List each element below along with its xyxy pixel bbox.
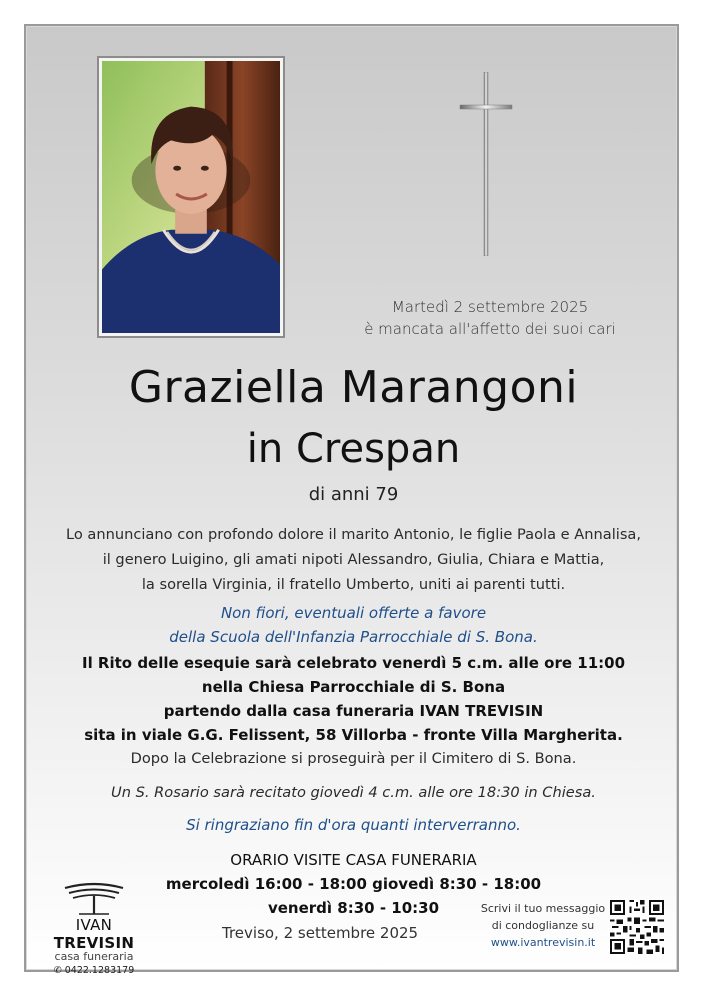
phone-number: 0422.1283179 [64, 965, 135, 976]
condolences-link[interactable]: www.ivantrevisin.it [490, 936, 596, 949]
deceased-name: Graziella Marangoni [128, 362, 579, 413]
announcement-line: la sorella Virginia, il fratello Umberto, uniti ai parenti tutti. [141, 576, 566, 593]
rite-line: sita in viale G.G. Felissent, 58 Villorba - fronte Villa Margherita. [84, 726, 623, 744]
date-died-subline: è mancata all'affetto dei suoi cari [364, 320, 616, 338]
condolences-notice [478, 900, 608, 951]
rite-line: partendo dalla casa funeraria IVAN TREVISIN [163, 702, 544, 720]
funeral-home-logo [34, 882, 154, 976]
flowers-line: Non fiori, eventuali offerte a favore [220, 604, 487, 622]
rite-line: Il Rito delle esequie sarà celebrato venerdì 5 c.m. alle ore 11:00 [81, 654, 626, 672]
condolences-line: Scrivi il tuo messaggio [480, 902, 606, 915]
logo-subtitle: casa funeraria [54, 950, 134, 963]
tree-logo-icon [59, 882, 129, 916]
thanks-notice: Si ringraziano fin d'ora quanti interverranno. [186, 816, 521, 834]
portrait-photo [97, 56, 285, 338]
after-ceremony: Dopo la Celebrazione si proseguirà per il Cimitero di S. Bona. [130, 750, 577, 767]
logo-phone [34, 965, 154, 976]
funeral-rite [24, 651, 683, 747]
announcement-line: il genero Luigino, gli amati nipoti Alessandro, Giulia, Chiara e Mattia, [102, 551, 605, 568]
cross-icon [458, 72, 514, 256]
flowers-notice [24, 601, 683, 649]
logo-brand-first: IVAN [75, 916, 113, 934]
visits-line: venerdì 8:30 - 10:30 [267, 899, 440, 917]
qr-code-icon[interactable] [610, 900, 664, 954]
logo-brand [34, 916, 154, 952]
condolences-line: di condoglianze su [491, 919, 595, 932]
announcement [60, 522, 647, 597]
logo-brand-last: TREVISIN [53, 934, 135, 952]
visits-title: ORARIO VISITE CASA FUNERARIA [230, 851, 477, 869]
date-died-line: Martedì 2 settembre 2025 [391, 298, 589, 316]
rosary-notice: Un S. Rosario sarà recitato giovedì 4 c.m. alle ore 18:30 in Chiesa. [111, 784, 596, 801]
date-of-death [340, 296, 640, 340]
place-date: Treviso, 2 settembre 2025 [222, 924, 419, 942]
age: di anni 79 [308, 484, 399, 505]
visits-line: mercoledì 16:00 - 18:00 giovedì 8:30 - 18:00 [165, 875, 542, 893]
flowers-line: della Scuola dell'Infanzia Parrocchiale di S. Bona. [169, 628, 538, 646]
rite-line: nella Chiesa Parrocchiale di S. Bona [201, 678, 506, 696]
phone-icon: ✆ [53, 965, 62, 976]
married-name: in Crespan [246, 426, 461, 472]
announcement-line: Lo annunciano con profondo dolore il marito Antonio, le figlie Paola e Annalisa, [65, 526, 642, 543]
